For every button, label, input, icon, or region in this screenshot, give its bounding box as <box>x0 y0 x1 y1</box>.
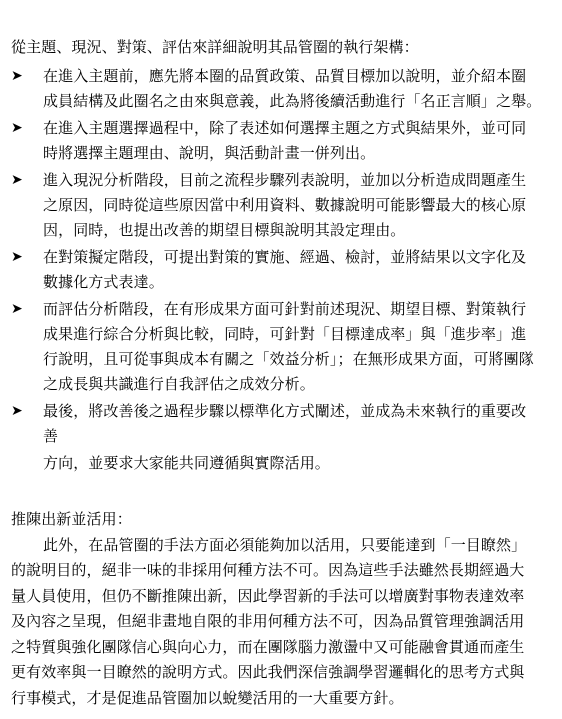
bullet-3-line-3: 因，同時，也提出改善的期望目標與說明其設定理由。 <box>43 221 406 239</box>
arrowhead-bullet-icon: ➤ <box>11 249 23 265</box>
bullet-2-line-1: 在進入主題選擇過程中，除了表述如何選擇主題之方式與結果外，並可同 <box>43 119 527 137</box>
bullet-5-line-3: 行說明，且可從事與成本有關之「效益分析」；在無形成果方面，可將團隊 <box>43 350 534 368</box>
section-2-line-7: 行事模式，才是促進品管圈加以蛻變活用的一大重要方針。 <box>11 689 404 707</box>
bullet-1-line-2: 成員結構及此圈名之由來與意義，此為將後續活動進行「名正言順」之舉。 <box>43 92 542 110</box>
arrowhead-bullet-icon: ➤ <box>11 172 23 188</box>
arrowhead-bullet-icon: ➤ <box>11 403 23 419</box>
bullet-3-line-2: 之原因，同時從這些原因當中利用資料、數據說明可能影響最大的核心原 <box>43 196 527 214</box>
bullet-6-line-2: 善 <box>43 427 59 445</box>
section-2-line-5: 之特質與強化團隊信心與向心力，而在團隊腦力激盪中又可能融會貫通而產生 <box>11 638 525 656</box>
section-2-line-1: 此外，在品管圈的手法方面必須能夠加以活用，只要能達到「一目瞭然」 <box>43 536 527 554</box>
bullet-5-line-2: 成果進行綜合分析與比較，同時，可針對「目標達成率」與「進步率」進 <box>43 325 527 343</box>
bullet-2-line-2: 時將選擇主題理由、說明，與活動計畫一併列出。 <box>43 144 376 162</box>
bullet-4-line-2: 數據化方式表達。 <box>43 273 164 291</box>
section-2-line-6: 更有效率與一目瞭然的說明方式。因此我們深信強調學習邏輯化的思考方式與 <box>11 663 525 681</box>
arrowhead-bullet-icon: ➤ <box>11 301 23 317</box>
arrowhead-bullet-icon: ➤ <box>11 68 23 84</box>
bullet-5-line-4: 之成長與共識進行自我評估之成效分析。 <box>43 375 315 393</box>
bullet-4-line-1: 在對策擬定階段，可提出對策的實施、經過、檢討，並將結果以文字化及 <box>43 248 527 266</box>
bullet-3-line-1: 進入現況分析階段，目前之流程步驟列表說明，並加以分析造成問題產生 <box>43 171 527 189</box>
section-2-line-3: 量人員使用，但仍不斷推陳出新，因此學習新的手法可以增廣對事物表達效率 <box>11 587 525 605</box>
arrowhead-bullet-icon: ➤ <box>11 120 23 136</box>
bullet-6-line-1: 最後，將改善後之過程步驟以標準化方式闡述，並成為未來執行的重要改 <box>43 402 527 420</box>
section-2-line-2: 的說明目的，絕非一味的非採用何種方法不可。因為這些手法雖然長期經過大 <box>11 561 525 579</box>
bullet-1-line-1: 在進入主題前，應先將本圈的品質政策、品質目標加以說明，並介紹本圈 <box>43 67 527 85</box>
bullet-5-line-1: 而評估分析階段，在有形成果方面可針對前述現況、期望目標、對策執行 <box>43 300 527 318</box>
section-2-heading: 推陳出新並活用： <box>11 510 132 528</box>
bullet-6-line-3: 方向，並要求大家能共同遵循與實際活用。 <box>43 454 330 472</box>
section-2-line-4: 及內容之呈現，但絕非畫地自限的非用何種方法不可，因為品質管理強調活用 <box>11 612 525 630</box>
intro-text: 從主題、現況、對策、評估來詳細說明其品管圈的執行架構： <box>11 38 419 56</box>
